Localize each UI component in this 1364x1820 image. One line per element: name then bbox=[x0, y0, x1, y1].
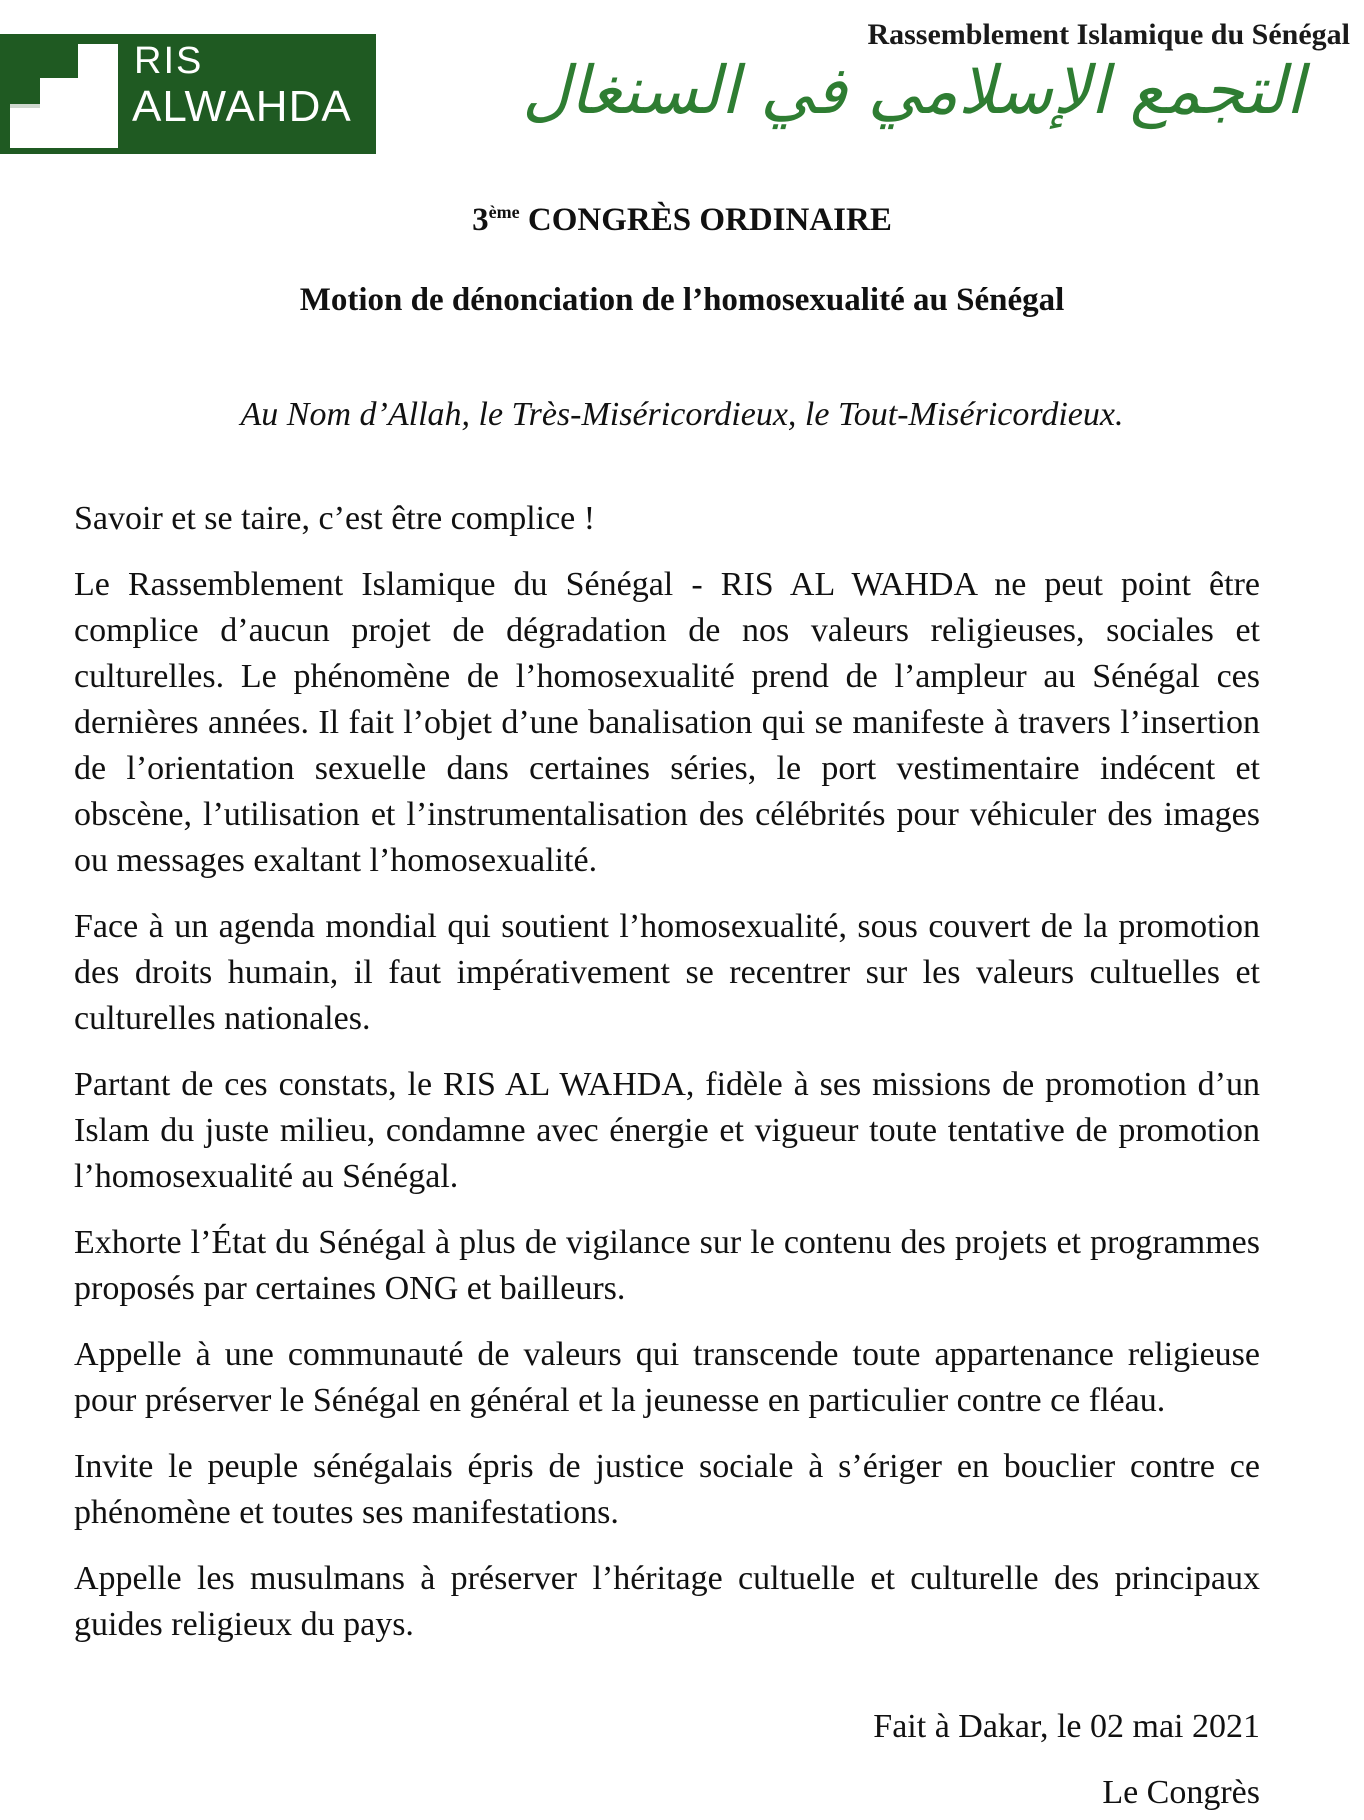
organization-name-arabic: التجمع الإسلامي في السنغال bbox=[522, 52, 1304, 129]
paragraph: Invite le peuple sénégalais épris de justice sociale à s’ériger en bouclier contre ce phénomène et toutes ses manifestations. bbox=[74, 1448, 1260, 1531]
organization-name: Rassemblement Islamique du Sénégal bbox=[867, 18, 1350, 51]
invocation: Au Nom d’Allah, le Très-Miséricordieux, le Tout-Miséricordieux. bbox=[240, 396, 1124, 433]
congress-label: CONGRÈS ORDINAIRE bbox=[527, 202, 892, 238]
logo-blocks-icon bbox=[0, 34, 130, 154]
congress-superscript: ème bbox=[488, 202, 520, 222]
motion-title: Motion de dénonciation de l’homosexualité au Sénégal bbox=[299, 282, 1065, 318]
paragraph: Partant de ces constats, le RIS AL WAHDA, fidèle à ses missions de promotion d’un Islam du juste milieu, condamne avec énergie et vigueur toute tentative de promotion l’homosexualité au Sénégal. bbox=[74, 1066, 1260, 1195]
paragraph: Le Rassemblement Islamique du Sénégal - RIS AL WAHDA ne peut point être complice d’aucun projet de dégradation de nos valeurs religieuses, sociales et culturelles. Le phénomène de l’homosexualité prend de l’ampleur au Sénégal ces dernières années. Il fait l’objet d’une banalisation qui se manifeste à travers l’insertion de l’orientation sexuelle dans certaines séries, le port vestimentaire indécent et obscène, l’utilisation et l’instrumentalisation des célébrités pour véhiculer des images ou messages exaltant l’homosexualité. bbox=[74, 566, 1260, 879]
logo-ris-text: RIS bbox=[134, 40, 204, 82]
congress-number: 3 bbox=[472, 202, 489, 238]
paragraph: Savoir et se taire, c’est être complice ! bbox=[74, 500, 596, 537]
paragraph: Appelle à une communauté de valeurs qui transcende toute appartenance religieuse pour préserver le Sénégal en général et la jeunesse en particulier contre ce fléau. bbox=[74, 1336, 1260, 1419]
ris-alwahda-logo bbox=[0, 34, 376, 154]
paragraph: Exhorte l’État du Sénégal à plus de vigilance sur le contenu des projets et programmes proposés par certaines ONG et bailleurs. bbox=[74, 1224, 1260, 1307]
logo-alwahda-text: ALWAHDA bbox=[132, 82, 352, 131]
paragraph: Face à un agenda mondial qui soutient l’homosexualité, sous couvert de la promotion des droits humain, il faut impérativement se recentrer sur les valeurs cultuelles et culturelles nationales. bbox=[74, 908, 1260, 1037]
congress-title bbox=[0, 202, 1364, 239]
signature: Le Congrès bbox=[1102, 1774, 1260, 1811]
document-body bbox=[74, 496, 1260, 1668]
paragraph: Appelle les musulmans à préserver l’héritage cultuelle et culturelle des principaux guides religieux du pays. bbox=[74, 1560, 1260, 1643]
signoff-place-date: Fait à Dakar, le 02 mai 2021 bbox=[873, 1708, 1260, 1745]
